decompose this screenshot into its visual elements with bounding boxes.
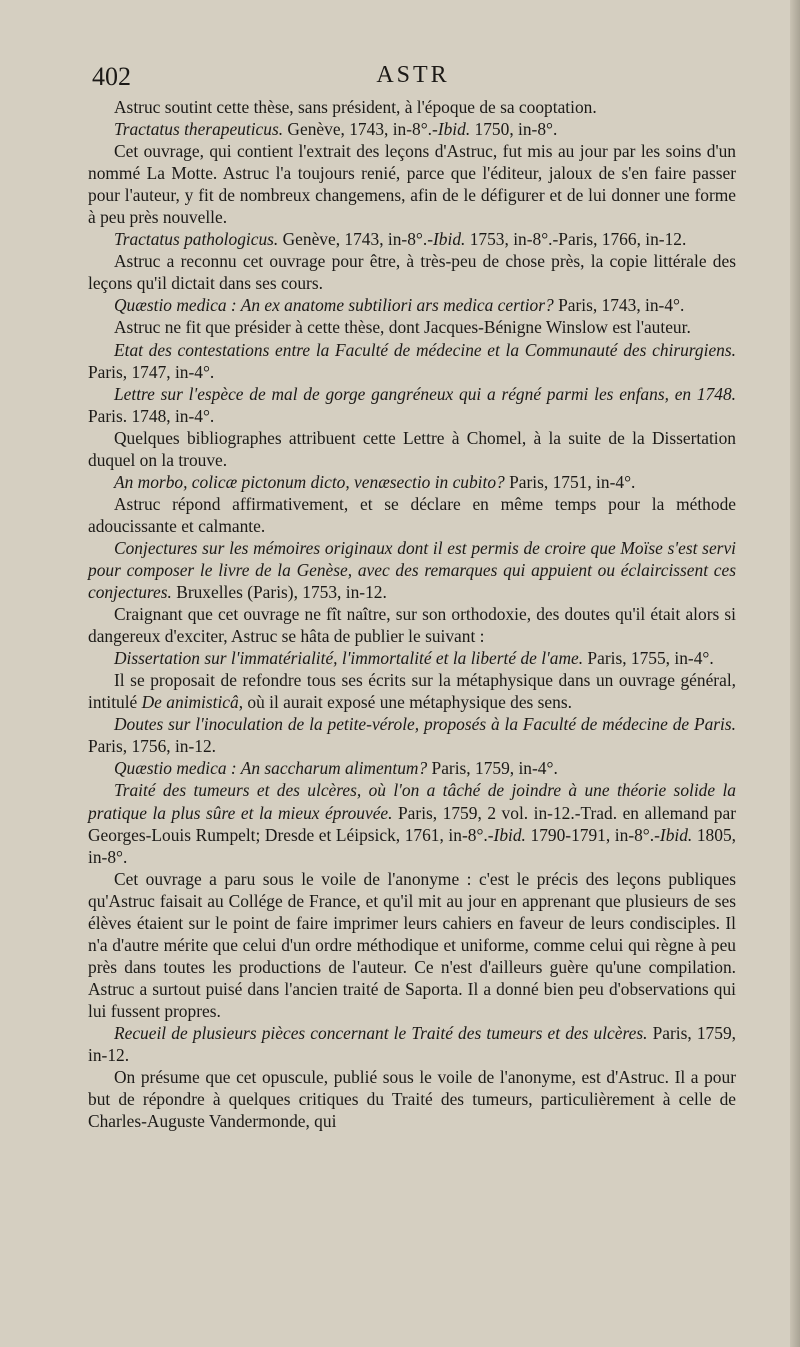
paragraph-text: Genève, 1743, in-8°.- xyxy=(278,229,433,250)
paragraph xyxy=(88,647,736,669)
paragraph xyxy=(88,1066,736,1132)
paragraph xyxy=(88,118,736,140)
paragraph-text: Paris, 1759, 2 vol. in-12.-Trad. en allemand par Georges-Louis Rumpelt; Dresde et Léipsick, 1761, in-8°.- xyxy=(88,802,736,845)
paragraph-text: On présume que cet opuscule, publié sous le voile de l'anonyme, est d'Astruc. Il a pour but de répondre à quelques critiques du Traité des tumeurs, particulièrement à celle de Charles-Auguste Vandermonde, qui xyxy=(88,1067,736,1132)
paragraph-text: Paris, 1747, in-4°. xyxy=(88,361,215,382)
italic-title-text: Ibid. xyxy=(659,824,693,845)
paragraph xyxy=(88,316,736,338)
paragraph xyxy=(88,493,736,537)
paragraph-text: Astruc a reconnu cet ouvrage pour être, à très-peu de chose près, la copie littérale des leçons qu'il dictait dans ses cours. xyxy=(88,251,736,294)
paragraph-text: Astruc ne fit que présider à cette thèse, dont Jacques-Bénigne Winslow est l'auteur. xyxy=(114,317,691,338)
paragraph xyxy=(88,537,736,603)
paragraph xyxy=(88,471,736,493)
paragraph-text: , où il aurait exposé une métaphysique des sens. xyxy=(238,692,572,713)
paragraph xyxy=(88,140,736,228)
body-text xyxy=(88,96,736,1132)
paragraph-text: 1753, in-8°.-Paris, 1766, in-12. xyxy=(465,229,687,250)
italic-title-text: Ibid. xyxy=(437,119,471,140)
paragraph-text: Il se proposait de refondre tous ses écrits sur la métaphysique dans un ouvrage général, intitulé xyxy=(88,670,736,713)
paragraph-text: Paris, 1751, in-4°. xyxy=(504,471,636,492)
paragraph-text: Paris. 1748, in-4°. xyxy=(88,405,215,426)
paragraph xyxy=(88,339,736,383)
italic-title-text: Tractatus therapeuticus. xyxy=(114,119,284,140)
paragraph-text: Paris, 1743, in-4°. xyxy=(553,295,685,316)
paragraph xyxy=(88,294,736,316)
paragraph-text: Paris, 1756, in-12. xyxy=(88,736,217,757)
paragraph xyxy=(88,228,736,250)
paragraph xyxy=(88,713,736,757)
paragraph xyxy=(88,383,736,427)
paragraph xyxy=(88,757,736,779)
italic-title-text: Quæstio medica : An saccharum alimentum? xyxy=(114,758,428,779)
italic-title-text: Dissertation sur l'immatérialité, l'immortalité et la liberté de l'ame. xyxy=(114,648,584,669)
italic-title-text: Recueil de plusieurs pièces concernant le Traité des tumeurs et des ulcères. xyxy=(114,1022,648,1043)
paragraph-text: Cet ouvrage a paru sous le voile de l'anonyme : c'est le précis des leçons publiques qu'Astruc faisait au Collége de France, et qu'il mit au jour en apprenant que plusieurs de ses élèves étaient sur le point de faire imprimer leurs cahiers en faveur de leurs condisciples. Il n'a d'autre mérite que celui d'un ordre méthodique et uniforme, comme celui qui règne à peu près dans toutes les productions de l'auteur. Ce n'est d'ailleurs guère qu'une compilation. Astruc a surtout puisé dans l'ancien traité de Saporta. Il a donné bien peu d'observations qui lui fussent propres. xyxy=(88,868,736,1021)
italic-title-text: Doutes sur l'inoculation de la petite-vérole, proposés à la Faculté de médecine de Paris. xyxy=(114,714,736,735)
italic-title-text: Etat des contestations entre la Faculté de médecine et la Communauté des chirurgiens. xyxy=(114,339,736,360)
paragraph-text: Bruxelles (Paris), 1753, in-12. xyxy=(171,582,387,603)
italic-title-text: Traité des tumeurs et des ulcères, où l'on a tâché de joindre à une théorie solide la pratique la plus sûre et la mieux éprouvée. xyxy=(88,780,736,823)
paragraph-text: Genève, 1743, in-8°.- xyxy=(283,119,438,140)
paragraph xyxy=(88,250,736,294)
italic-title-text: Ibid. xyxy=(493,824,526,845)
paragraph-text: Paris, 1759, in-4°. xyxy=(427,758,558,779)
paragraph xyxy=(88,669,736,713)
italic-title-text: Ibid. xyxy=(433,229,466,250)
paragraph xyxy=(88,1022,736,1066)
running-head: ASTR xyxy=(376,62,450,88)
paragraph xyxy=(88,427,736,471)
page-number: 402 xyxy=(92,62,131,91)
paragraph xyxy=(88,603,736,647)
paragraph-text: Cet ouvrage, qui contient l'extrait des leçons d'Astruc, fut mis au jour par les soins d'un nommé La Motte. Astruc l'a toujours renié, parce que l'éditeur, jaloux de s'en faire passer pour l'auteur, y fit de nombreux changemens, afin de le défigurer et de lui donner une forme à peu près nouvelle. xyxy=(88,141,736,228)
paragraph-text: Astruc soutint cette thèse, sans président, à l'époque de sa cooptation. xyxy=(114,97,597,117)
paragraph-text: Paris, 1755, in-4°. xyxy=(583,648,714,669)
italic-title-text: Tractatus pathologicus. xyxy=(114,229,279,250)
paragraph-text: Paris, 1759, in-12. xyxy=(88,1022,736,1066)
paragraph-text: 1790-1791, in-8°.- xyxy=(525,824,660,845)
paragraph xyxy=(88,779,736,867)
paragraph-text: Astruc répond affirmativement, et se déclare en même temps pour la méthode adoucissante et calmante. xyxy=(88,493,736,536)
italic-title-text: An morbo, colicæ pictonum dicto, venæsectio in cubito? xyxy=(114,471,505,492)
paragraph xyxy=(88,96,736,118)
italic-title-text: Lettre sur l'espèce de mal de gorge gangréneux qui a régné parmi les enfans, en 1748. xyxy=(114,383,736,404)
paragraph-text: 1750, in-8°. xyxy=(470,119,558,140)
italic-title-text: Quæstio medica : An ex anatome subtiliori ars medica certior? xyxy=(114,295,554,316)
italic-title-text: Conjectures sur les mémoires originaux dont il est permis de croire que Moïse s'est servi pour composer le livre de la Genèse, avec des remarques qui appuient ou éclaircissent ces conjectures. xyxy=(88,537,736,603)
paragraph-text: Craignant que cet ouvrage ne fît naître, sur son orthodoxie, des doutes qu'il était alors si dangereux d'exciter, Astruc se hâta de publier le suivant : xyxy=(88,604,736,647)
italic-title-text: De animisticâ xyxy=(141,692,239,713)
paragraph xyxy=(88,868,736,1022)
paragraph-text: Quelques bibliographes attribuent cette Lettre à Chomel, à la suite de la Dissertation duquel on la trouve. xyxy=(88,427,736,470)
paragraph-text: 1805, in-8°. xyxy=(88,824,736,867)
